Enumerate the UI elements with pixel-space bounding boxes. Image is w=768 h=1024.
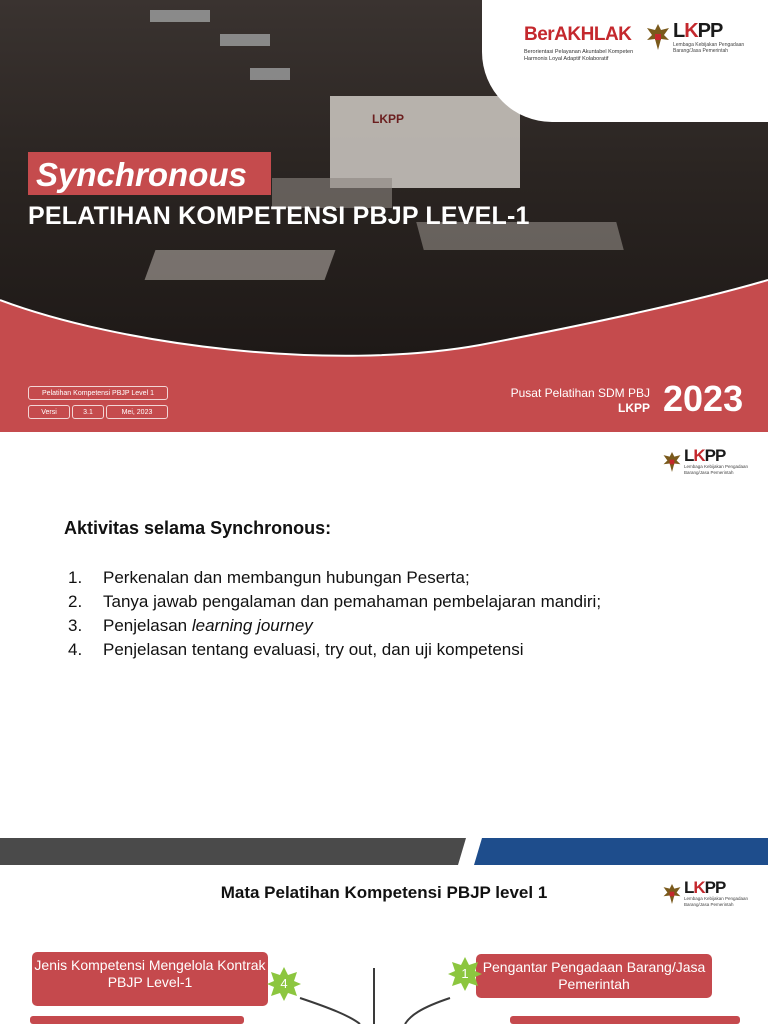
lkpp-tagline: Lembaga Kebijakan Pengadaan Barang/Jasa Pemerintah [684, 896, 749, 907]
course-map-slide [0, 838, 768, 1024]
activities-heading: Aktivitas selama Synchronous: [64, 518, 332, 538]
lkpp-logo: LKPP [684, 878, 726, 897]
lkpp-logo: LKPP [673, 20, 723, 42]
garuda-emblem-icon [662, 450, 682, 474]
course-item-right: Pengantar Pengadaan Barang/Jasa Pemerintah [476, 954, 712, 998]
synchronous-title-box [28, 152, 271, 195]
lkpp-tagline: Lembaga Kebijakan Pengadaan Barang/Jasa Pemerintah [684, 464, 749, 475]
cover-slide [0, 0, 768, 432]
lkpp-tagline: Lembaga Kebijakan Pengadaan Barang/Jasa Pemerintah [673, 42, 745, 54]
list-item: 1. Perkenalan dan membangun hubungan Peserta; [68, 568, 470, 587]
list-item: 3. Penjelasan learning journey [68, 616, 313, 635]
activities-list [68, 566, 601, 662]
date-box: Mei, 2023 [106, 405, 168, 419]
course-name-box: Pelatihan Kompetensi PBJP Level 1 [28, 386, 168, 400]
version-value-box: 3.1 [72, 405, 104, 419]
course-map-title: Mata Pelatihan Kompetensi PBJP level 1 [220, 883, 548, 902]
berakhlak-tagline: Berorientasi Pelayanan Akuntabel Kompeten Harmonis Loyal Adaptif Kolaboratif [524, 49, 634, 62]
lkpp-logo: LKPP [684, 446, 726, 465]
photo-wall-sign: LKPP [372, 112, 405, 126]
version-label-box: Versi [28, 405, 70, 419]
activities-slide [0, 432, 768, 838]
year-label: 2023 [663, 378, 744, 419]
course-item-left: Jenis Kompetensi Mengelola Kontrak PBJP Level-1 [32, 952, 268, 1006]
berakhlak-logo: BerAKHLAK [524, 24, 632, 45]
training-center-name: Pusat Pelatihan SDM PBJ [510, 386, 650, 400]
garuda-emblem-icon [662, 882, 682, 906]
step-badge-4: 4 [266, 966, 302, 1002]
slide-subtitle: PELATIHAN KOMPETENSI PBJP LEVEL-1 [28, 202, 530, 230]
slide-title: Synchronous [36, 156, 247, 193]
garuda-emblem-icon [645, 22, 671, 52]
step-badge-1: 1 [447, 956, 483, 992]
header-bar [0, 838, 768, 865]
training-center-org: LKPP [617, 401, 650, 415]
list-item: 4. Penjelasan tentang evaluasi, try out, dan uji kompetensi [68, 640, 524, 659]
list-item: 2. Tanya jawab pengalaman dan pemahaman pembelajaran mandiri; [68, 592, 602, 611]
